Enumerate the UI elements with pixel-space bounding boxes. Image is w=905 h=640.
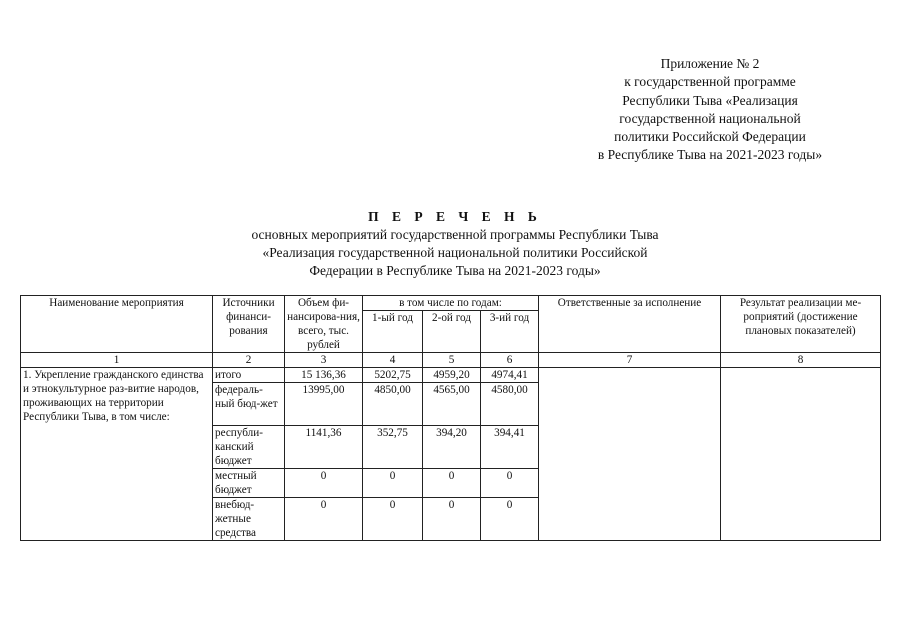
column-number: 5 <box>423 353 481 368</box>
title-line: основных мероприятий государственной программы Республики Тыва <box>251 227 659 242</box>
appendix-line: к государственной программе <box>624 74 796 90</box>
total-volume: 0 <box>285 498 363 541</box>
funding-source: федераль-ный бюд-жет <box>213 383 285 426</box>
activities-table <box>20 295 881 541</box>
column-number: 6 <box>481 353 539 368</box>
year3-value: 0 <box>481 469 539 498</box>
year3-value: 4974,41 <box>481 368 539 383</box>
header-result: Результат реализации ме-роприятий (достижение плановых показателей) <box>721 296 881 353</box>
year2-value: 4565,00 <box>423 383 481 426</box>
header-year3: 3-ий год <box>481 311 539 353</box>
funding-source: республи-канский бюджет <box>213 426 285 469</box>
appendix-line: государственной национальной <box>619 110 801 126</box>
total-volume: 15 136,36 <box>285 368 363 383</box>
total-volume: 1141,36 <box>285 426 363 469</box>
result-cell <box>721 368 881 541</box>
year3-value: 394,41 <box>481 426 539 469</box>
year1-value: 4850,00 <box>363 383 423 426</box>
header-volume: Объем фи-нансирова-ния, всего, тыс. рублей <box>285 296 363 353</box>
year3-value: 4580,00 <box>481 383 539 426</box>
table-row <box>21 368 881 383</box>
year1-value: 0 <box>363 498 423 541</box>
appendix-line: политики Российской Федерации <box>614 129 806 145</box>
column-number: 8 <box>721 353 881 368</box>
appendix-block <box>560 55 860 165</box>
column-number: 7 <box>539 353 721 368</box>
column-number: 2 <box>213 353 285 368</box>
column-numbers-row <box>21 353 881 368</box>
title-line: Федерации в Республике Тыва на 2021-2023 годы» <box>309 263 601 278</box>
total-volume: 0 <box>285 469 363 498</box>
column-number: 3 <box>285 353 363 368</box>
header-by-years: в том числе по годам: <box>363 296 539 311</box>
year1-value: 5202,75 <box>363 368 423 383</box>
table-header-row <box>21 296 881 311</box>
header-responsible: Ответственные за исполнение <box>539 296 721 353</box>
year2-value: 0 <box>423 469 481 498</box>
funding-source: местный бюджет <box>213 469 285 498</box>
header-year2: 2-ой год <box>423 311 481 353</box>
year1-value: 0 <box>363 469 423 498</box>
total-volume: 13995,00 <box>285 383 363 426</box>
funding-source: итого <box>213 368 285 383</box>
activity-name: 1. Укрепление гражданского единства и этнокультурное раз-витие народов, проживающих на территории Республики Тыва, в том числе: <box>21 368 213 541</box>
appendix-line: Республики Тыва «Реализация <box>622 92 798 108</box>
column-number: 4 <box>363 353 423 368</box>
appendix-line: в Республике Тыва на 2021-2023 годы» <box>597 147 823 163</box>
document-title <box>180 208 730 280</box>
year2-value: 0 <box>423 498 481 541</box>
year2-value: 4959,20 <box>423 368 481 383</box>
appendix-line: Приложение № 2 <box>660 56 760 71</box>
header-year1: 1-ый год <box>363 311 423 353</box>
funding-source: внебюд-жетные средства <box>213 498 285 541</box>
column-number: 1 <box>21 353 213 368</box>
header-sources: Источники финанси-рования <box>213 296 285 353</box>
title-line: «Реализация государственной национальной политики Российской <box>262 245 648 260</box>
year2-value: 394,20 <box>423 426 481 469</box>
year1-value: 352,75 <box>363 426 423 469</box>
responsible-cell <box>539 368 721 541</box>
title-heading: П Е Р Е Ч Е Н Ь <box>368 209 542 224</box>
header-name: Наименование мероприятия <box>21 296 213 353</box>
year3-value: 0 <box>481 498 539 541</box>
